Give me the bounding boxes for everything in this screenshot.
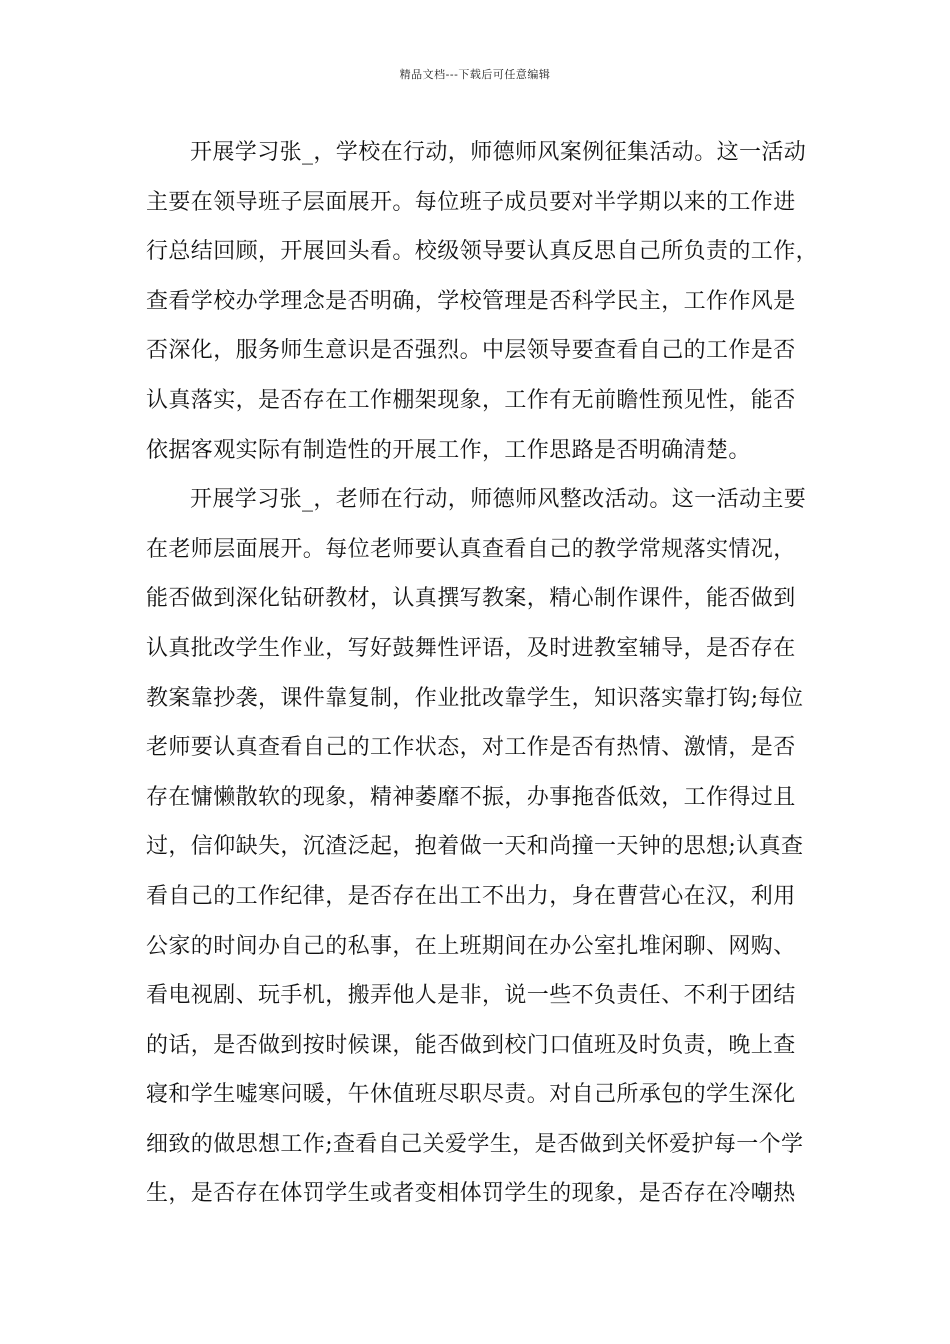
document-body <box>146 128 822 1219</box>
text-line: 生，是否存在体罚学生或者变相体罚学生的现象，是否存在冷嘲热 <box>146 1181 796 1207</box>
text-line: 细致的做思想工作;查看自己关爱学生，是否做到关怀爱护每一个学 <box>146 1131 804 1157</box>
text-line: 主要在领导班子层面展开。每位班子成员要对半学期以来的工作进 <box>146 189 796 215</box>
text-line: 看电视剧、玩手机，搬弄他人是非，说一些不负责任、不利于团结 <box>146 983 796 1009</box>
text-line: 寝和学生嘘寒问暖，午休值班尽职尽责。对自己所承包的学生深化 <box>146 1082 796 1108</box>
text-line: 依据客观实际有制造性的开展工作，工作思路是否明确清楚。 <box>146 437 751 463</box>
text-line: 看自己的工作纪律，是否存在出工不出力，身在曹营心在汉，利用 <box>146 883 796 909</box>
paragraph-1 <box>146 128 822 475</box>
text-line: 教案靠抄袭，课件靠复制，作业批改靠学生，知识落实靠打钩;每位 <box>146 685 804 711</box>
text-line: 查看学校办学理念是否明确，学校管理是否科学民主，工作作风是 <box>146 288 796 314</box>
text-line: 开展学习张_，学校在行动，师德师风案例征集活动。这一活动 <box>190 140 807 165</box>
text-line: 认真落实，是否存在工作棚架现象，工作有无前瞻性预见性，能否 <box>146 387 796 413</box>
text-line: 老师要认真查看自己的工作状态，对工作是否有热情、激情，是否 <box>146 735 796 761</box>
text-line: 否深化，服务师生意识是否强烈。中层领导要查看自己的工作是否 <box>146 338 796 364</box>
text-line: 认真批改学生作业，写好鼓舞性评语，及时进教室辅导，是否存在 <box>146 635 796 661</box>
text-line: 的话，是否做到按时候课，能否做到校门口值班及时负责，晚上查 <box>146 1032 796 1058</box>
text-line: 能否做到深化钻研教材，认真撰写教案，精心制作课件，能否做到 <box>146 586 796 612</box>
page-header: 精品文档---下载后可任意编辑 <box>399 68 551 81</box>
paragraph-2 <box>146 475 822 1219</box>
text-line: 公家的时间办自己的私事，在上班期间在办公室扎堆闲聊、网购、 <box>146 933 796 959</box>
text-line: 行总结回顾，开展回头看。校级领导要认真反思自己所负责的工作， <box>146 239 819 265</box>
text-line: 存在慵懒散软的现象，精神萎靡不振，办事拖沓低效，工作得过且 <box>146 784 796 810</box>
text-line: 过，信仰缺失，沉渣泛起，抱着做一天和尚撞一天钟的思想;认真查 <box>146 834 804 860</box>
text-line: 开展学习张_，老师在行动，师德师风整改活动。这一活动主要 <box>190 487 807 513</box>
text-line: 在老师层面展开。每位老师要认真查看自己的教学常规落实情况， <box>146 536 796 562</box>
